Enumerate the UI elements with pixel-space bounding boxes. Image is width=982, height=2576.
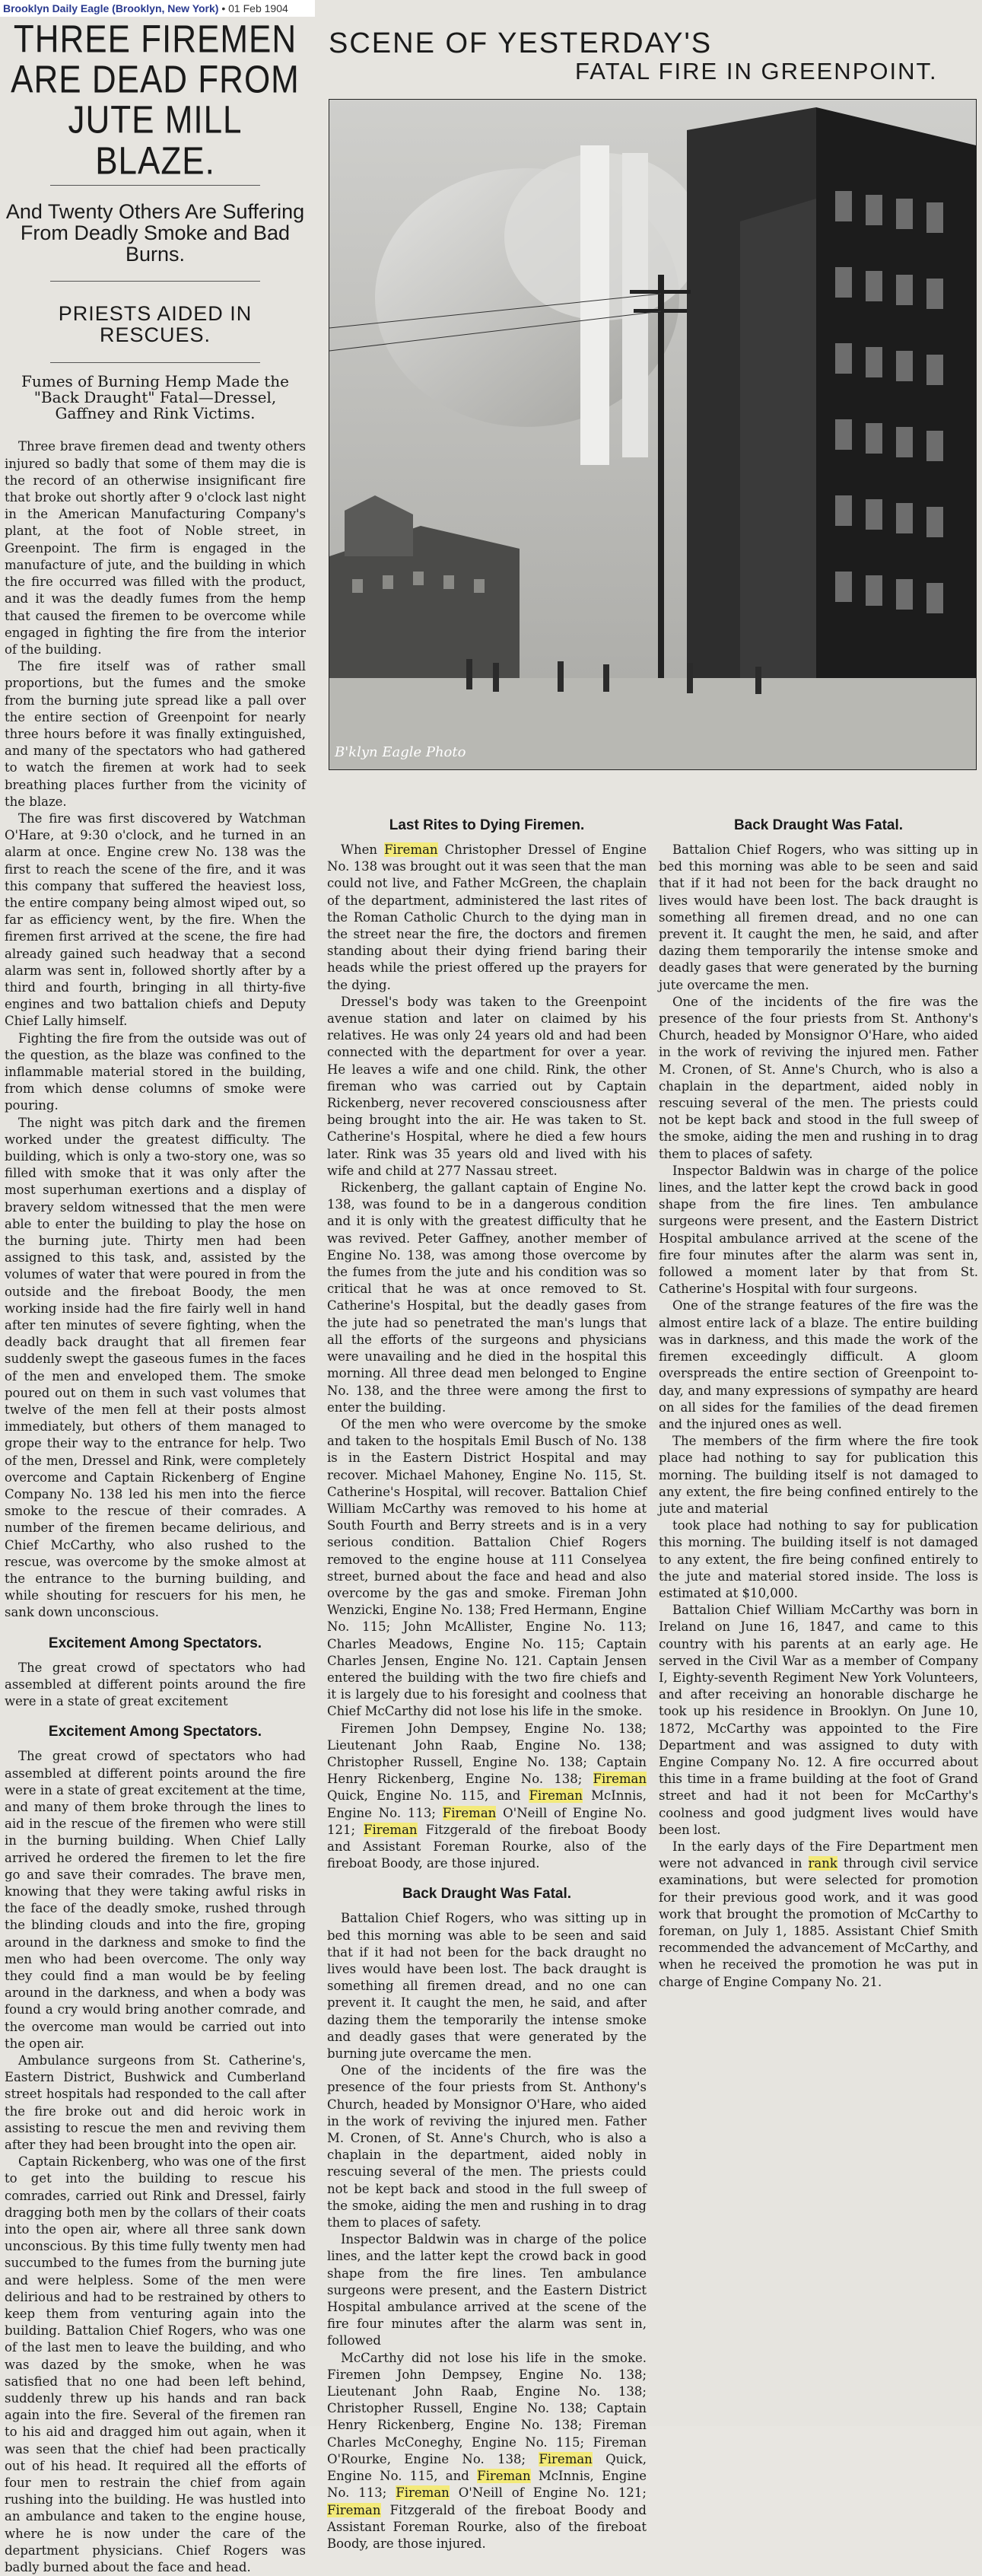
subhead-back-draught: Back Draught Was Fatal.	[733, 817, 904, 833]
text: McCarthy did not lose his life in the smoke. Firemen John Dempsey, Engine No. 138; Lieutenant John Raab, Engine No. 138; Christopher Russell, Engine No. 138; Captain Henry Rickenberg, Engine No. 138; Fireman Charles McConeghy, Engine No. 115; Fireman O'Rourke, Engine No. 138;	[327, 2350, 647, 2466]
paragraph: Captain Rickenberg, who was one of the first to get into the building to rescue his comrades, carried out Rink and Dressel, fairly dragging both men by the collars of their coats into the open air, where all three sank down unconscious. By this time fully twenty men had succumbed to the fumes from the burning jute and were helpless. Some of the men were delirious and had to be restrained by others to keep them from venturing again into the building. Battalion Chief Rogers, who was one of the last men to leave the building, and who was dazed by the smoke, when he was satisfied that no one had been left behind, suddenly threw up his hands and ran back again into the fire. Several of the firemen ran to his aid and dragged him out again, when it was seen that the chief had been practically out of his head. It required all the efforts of four men to restrain the chief from again rushing into the building. He was hustled into an ambulance and taken to the engine house, where he is now under the care of the department physicians. Chief Rogers was badly burned about the face and head.	[5, 2154, 306, 2575]
paragraph: One of the incidents of the fire was the presence of the four priests from St. Anthony's Church, headed by Monsignor O'Hare, who aided in the work of reviving the injured men. Father M. Cronen, of St. Anne's Church, who is also a chaplain in the department, aided nobly in rescuing several of the men. The priests could not be kept back and stood in the full sweep of the smoke, aiding the men and rushing in to drag them to places of safety.	[327, 2063, 647, 2231]
column-two	[327, 804, 647, 2552]
paragraph: Battalion Chief Rogers, who was sitting up in bed this morning was able to be seen and said that if it had not been for the back draught no lives would have been lost. The back draught is something all firemen dread, and no one can prevent it. It caught the men, he said, and after dazing them temporarily the intense smoke and deadly gases that were generated by the burning jute overcame the men.	[659, 842, 978, 992]
text: O'Neill of Engine No. 121;	[327, 1805, 647, 1837]
text: Quick, Engine No. 115, and	[327, 2451, 647, 2484]
subhead-last-rites: Last Rites to Dying Firemen.	[389, 817, 585, 833]
paragraph: One of the strange features of the fire was the almost entire lack of a blaze. The entire building was in darkness, and this made the work of the firemen exceedingly difficult. A gloom overspreads the entire section of Greenpoint to-day, and many expressions of sympathy are heard on all sides for the families of the dead firemen and the injured ones as well.	[659, 1298, 978, 1431]
paragraph: The fire itself was of rather small proportions, but the fumes and the smoke from the burning jute spread like a pall over the entire section of Greenpoint for nearly three hours before it was finally extinguished, and many of the spectators who had gathered to watch the firemen at work had to seek breathing places further from the vicinity of the blaze.	[5, 659, 306, 809]
paper-date: 01 Feb 1904	[228, 2, 288, 14]
text: Fitzgerald of the fireboat Boody and Assistant Foreman Rourke, also of the fireboat Boody, are those injured.	[327, 1822, 647, 1871]
clipping-header: Brooklyn Daily Eagle (Brooklyn, New York) • 01 Feb 1904	[0, 0, 315, 17]
paragraph	[659, 1839, 978, 1991]
search-highlight: Fireman	[364, 1822, 418, 1837]
subhead-excitement: Excitement Among Spectators.	[48, 1635, 262, 1651]
search-highlight: Fireman	[396, 2485, 450, 2501]
search-highlight: Fireman	[327, 2502, 381, 2517]
text: through civil service examinations, but were selected for promotion for their previous good work, and it was good work that brought the promotion of McCarthy to foreman, on July 1, 1885. Assistant Chief Smith recommended the advancement of McCarthy, and when he received the promotion he was put in charge of Engine Company No. 21.	[659, 1856, 979, 1989]
paragraph: Inspector Baldwin was in charge of the police lines, and the latter kept the crowd back in good shape from the fire lines. Ten ambulance surgeons were present, and the Eastern District Hospital ambulance arrived at the scene of the fire four minutes after the alarm was sent in, followed a moment later by that from St. Catherine's Hospital with four surgeons.	[659, 1163, 978, 1297]
paragraph: Three brave firemen dead and twenty others injured so badly that some of them may die is the record of an otherwise insignificant fire that broke out shortly after 9 o'clock last night in the American Manufacturing Company's plant, at the foot of Noble street, in Greenpoint. The firm is engaged in the manufacture of jute, and the building in which the fire occurred was filled with the product, and it was the deadly fumes from the hemp that caused the firemen to be overcome while engaged in fighting the fire from the interior of the building.	[5, 439, 306, 657]
paragraph: Ambulance surgeons from St. Catherine's, Eastern District, Bushwick and Cumberland street hospitals had responded to the call after the fire broke out and did heroic work in assisting to rescue the men and reviving them after they had been brought into the open air.	[5, 2052, 306, 2152]
divider	[50, 185, 260, 186]
main-headline: THREE FIREMEN ARE DEAD FROM JUTE MILL BLAZE.	[11, 18, 300, 183]
subhead-excitement-repeat: Excitement Among Spectators.	[48, 1724, 262, 1740]
paper-name: Brooklyn Daily Eagle (Brooklyn, New York)	[3, 2, 219, 14]
paragraph: The great crowd of spectators who had assembled at different points around the fire were in a state of great excitement	[5, 1660, 306, 1709]
search-highlight: Fireman	[529, 1788, 583, 1804]
article-body-col2	[327, 842, 647, 1872]
search-highlight: Fireman	[384, 842, 438, 857]
text: McInnis, Engine No. 113;	[327, 1788, 647, 1820]
divider	[50, 281, 260, 282]
paragraph: Fighting the fire from the outside was out of the question, as the blaze was confined to the inflammable material stored in the building, from which dense columns of smoke were pouring.	[5, 1030, 306, 1113]
paragraph: One of the incidents of the fire was the presence of the four priests from St. Anthony's Church, headed by Monsignor O'Hare, who aided in the work of reviving the injured men. Father M. Cronen, of St. Anne's Church, who is also a chaplain in the department, aided nobly in rescuing several of the men. The priests could not be kept back and stood in the full sweep of the smoke, aiding the men and rushing in to drag them to places of safety.	[659, 994, 978, 1161]
text: O'Neill of Engine No. 121;	[449, 2485, 647, 2501]
article-body-col1-cont	[5, 1748, 306, 2576]
paragraph: Inspector Baldwin was in charge of the police lines, and the latter kept the crowd back in good shape from the fire lines. Ten ambulance surgeons were present, and the Eastern District Hospital ambulance arrived at the scene of the fire four minutes after the alarm was sent in, followed	[327, 2232, 647, 2348]
photo-title-line1: SCENE OF YESTERDAY'S	[329, 27, 713, 59]
search-highlight: Fireman	[539, 2451, 593, 2466]
article-body-col1	[5, 438, 306, 1621]
text: Christopher Dressel of Engine No. 138 was brought out it was seen that the man could not live, and Father McGreen, the chaplain of the department, administered the last rites of the Roman Catholic Church to the dying man in the street near the fire, the doctors and firemen standing about their dying friend baring their heads while the priest offered up the prayers for the dying.	[327, 842, 647, 992]
paragraph: Battalion Chief William McCarthy was born in Ireland on June 16, 1847, and came to this country with his parents at an early age. He served in the Civil War as a member of Company I, Eighty-seventh Regiment New York Volunteers, and after receiving an honorable discharge he took up his residence in Brooklyn. On June 10, 1872, McCarthy was appointed to the Fire Department and was assigned to duty with Engine Company No. 12. A fire occurred about this time in a frame building at the foot of Grand street and had it not been for McCarthy's coolness and good judgment lives would have been lost.	[659, 1603, 978, 1837]
priests-headline: PRIESTS AIDED IN RESCUES.	[58, 301, 253, 347]
text: Firemen John Dempsey, Engine No. 138; Lieutenant John Raab, Engine No. 138; Christopher Russell, Engine No. 138; Captain Henry Rickenberg, Engine No. 138;	[327, 1721, 647, 1787]
paragraph	[327, 1721, 647, 1873]
paragraph: The night was pitch dark and the firemen worked under the greatest difficulty. The building, which is only a two-story one, was so filled with smoke that it was only after the most superhuman exertions and a display of bravery seldom witnessed that the men were able to enter the building to play the hose on the burning jute. Thirty men had been assigned to this task, and, assisted by the volumes of water that were poured in from the outside and the fireboat Boody, the men working inside had the fire fairly well in hand after ten minutes of severe fighting, when the deadly back draught that all firemen fear suddenly swept the gaseous fumes in the faces of the men and enveloped them. The smoke poured out on them in such vast volumes that twelve of the men fell at their posts almost immediately, but others of them managed to grope their way to the entrance for help. Two of the men, Dressel and Rink, were completely overcome and Captain Rickenberg of Engine Company No. 138 led his men into the fierce smoke to the rescue of their comrades. A number of the firemen became delirious, and Chief McCarthy, who also rushed to the rescue, was overcome by the smoke almost at the entrance to the burning building, and while shouting for rescuers for his men, he sank down unconscious.	[5, 1115, 306, 1620]
column-one	[5, 18, 306, 2576]
paragraph	[327, 842, 647, 994]
photo-illustration	[329, 100, 976, 769]
text: When	[341, 842, 385, 857]
paragraph: took place had nothing to say for publication this morning. The building itself is not damaged to any extent, the fire being confined entirely to the jute and material stored inside. The loss is estimated at $10,000.	[659, 1518, 978, 1600]
paragraph: Dressel's body was taken to the Greenpoint avenue station and later on claimed by his relatives. He was only 24 years old and had been connected with the department for over a year. He leaves a wife and one child. Rink, the other fireman who was carried out by Captain Rickenberg, never recovered consciousness after being brought into the air. He was taken to St. Catherine's Hospital, where he died a few hours later. Rink was 35 years old and lived with his wife and child at 277 Nassau street.	[327, 994, 647, 1178]
divider	[50, 362, 260, 363]
paragraph: Rickenberg, the gallant captain of Engine No. 138, was found to be in a dangerous condition and it is only with the greatest difficulty that he was revived. Peter Gaffney, another member of Engine No. 138, was among those overcome by the fumes from the jute and his condition was so critical that he was at once removed to St. Catherine's Hospital, but the deadly gases from the jute had so penetrated the man's lungs that all the efforts of the surgeons and physicians were unavailing and he died in the hospital this morning. All three dead men belonged to Engine No. 138, and the three were among the first to enter the building.	[327, 1180, 647, 1415]
paragraph: The members of the firm where the fire took place had nothing to say for publication this morning. The building itself is not damaged to any extent, the fire being confined entirely to the jute and material	[659, 1434, 978, 1516]
paragraph: The great crowd of spectators who had assembled at different points around the fire were in a state of great excitement at the time, and many of them broke through the lines to aid in the rescue of the firemen who were still in the burning building. When Chief Lally arrived he ordered the firemen to let the fire go and save their comrades. The brave men, knowing that they were taking awful risks in the face of the deadly smoke, rushed through the blinding clouds and into the fire, groping around in the darkness and smoke to find the men who had been overcome. The only way they could find a man would be by feeling around in the darkness, and when a body was found a cry would bring another comrade, and the overcome man would be carried out into the open air.	[5, 1749, 306, 2051]
article-body-col3	[659, 842, 978, 1991]
search-highlight: rank	[808, 1856, 837, 1871]
search-highlight: Fireman	[442, 1805, 497, 1820]
search-highlight: Fireman	[593, 1772, 647, 1787]
column-three	[659, 804, 978, 1991]
text: Quick, Engine No. 115, and	[327, 1788, 529, 1804]
paragraph: Battalion Chief Rogers, who was sitting up in bed this morning was able to be seen and said that if it had not been for the back draught no lives would have been lost. The back draught is something all firemen dread, and no one can prevent it. It caught the men, he said, and after dazing them the temporarily the intense smoke and deadly gases that were generated by the burning jute overcame the men.	[327, 1911, 647, 2062]
paragraph	[327, 2350, 647, 2552]
paragraph: The fire was first discovered by Watchman O'Hare, at 9:30 o'clock, and he turned in an alarm at once. Engine crew No. 138 was the first to reach the scene of the fire, and it was this company that suffered the heaviest loss, the entire company being almost wiped out, so far as efficiency went, by the fire. When the firemen first arrived at the scene, the fire had already gained such headway that a second alarm was sent in, followed shortly after by a third and fourth, bringing in all thirty-five engines and two battalion chiefs and Deputy Chief Lally himself.	[5, 810, 306, 1029]
text: In the early days of the Fire Department men were not advanced in	[659, 1839, 978, 1871]
paragraph: Of the men who were overcome by the smoke and taken to the hospitals Emil Busch of No. 138 is in the Eastern District Hospital and may recover. Michael Mahoney, Engine No. 115, St. Catherine's Hospital, will recover. Battalion Chief William McCarthy was removed to his home at South Fourth and Berry streets and is in a very serious condition. Battalion Chief Rogers removed to the engine house at 111 Conselyea street, burned about the face and head and also overcome by the gas and smoke. Fireman John Wenzicki, Engine No. 138; Fred Hermann, Engine No. 115; John McAllister, Engine No. 113; Charles Meadows, Engine No. 115; Captain Charles Jensen, Engine No. 121. Captain Jensen entered the building with the two fire chiefs and it is largely due to his foresight and coolness that Chief McCarthy did not lose his life in the smoke.	[327, 1416, 647, 1719]
deck-headline: And Twenty Others Are Suffering From Deadly Smoke and Bad Burns.	[5, 199, 305, 266]
text: Fitzgerald of the fireboat Boody and Assistant Foreman Rourke, also of the fireboat Boody, are those injured.	[327, 2502, 647, 2551]
photo-title-line2: FATAL FIRE IN GREENPOINT.	[575, 58, 938, 84]
photo-credit: B'klyn Eagle Photo	[335, 744, 466, 760]
article-body-col1-dup	[5, 1660, 306, 1711]
subhead-back-draught: Back Draught Was Fatal.	[402, 1886, 572, 1903]
text: McInnis, Engine No. 113;	[327, 2469, 647, 2501]
fire-scene-photo	[329, 99, 977, 770]
article-body-col2-cont	[327, 1910, 647, 2552]
sub-deck-headline: Fumes of Burning Hemp Made the "Back Draught" Fatal—Dressel, Gaffney and Rink Victims.	[21, 372, 289, 423]
search-highlight: Fireman	[477, 2469, 531, 2484]
